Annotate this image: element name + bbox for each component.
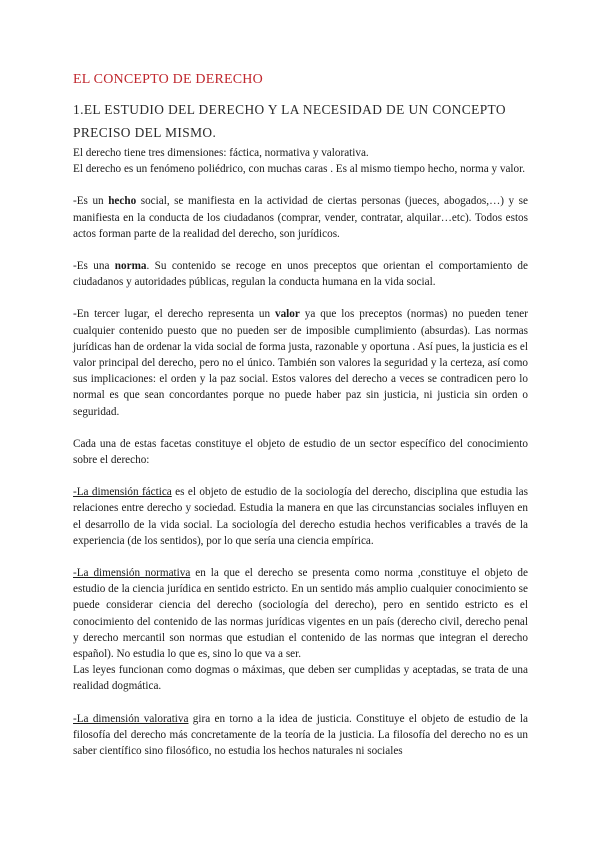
paragraph-norma (73, 258, 528, 290)
paragraph-dimension-factica (73, 484, 528, 549)
dimension-factica-text: es el objeto de estudio de la sociología del derecho, disciplina que estudia las relaciones entre derecho y sociedad. Estudia la manera en que las circunstancias sociales influyen en el desarrollo de la vida social. La sociología del derecho estudia hechos verificables a través de la experiencia (de los sentidos), por lo que sería una ciencia empírica. (73, 486, 528, 547)
paragraph-valor-text: ya que los preceptos (normas) no pueden tener cualquier contenido puesto que no pueden ser de imposible cumplimiento (absurdas). Las normas jurídicas han de ordenar la vida social de forma justa, razonable y oportuna . Así pues, la justicia es el valor principal del derecho, pero no el único. También son valores la seguridad y la certeza, así como sus implicaciones: el orden y la paz social. Estos valores del derecho a veces se contradicen pero lo normal es que sean concordantes porque no puede haber paz sin justicia, ni justicia sin orden o seguridad. (73, 308, 528, 418)
intro-paragraph: El derecho es un fenómeno poliédrico, con muchas caras . Es al mismo tiempo hecho, norma y valor. (73, 163, 526, 176)
paragraph-facetas: Cada una de estas facetas constituye el objeto de estudio de un sector específico del conocimiento sobre el derecho: (73, 437, 528, 467)
paragraph-dimension-valorativa (73, 711, 528, 760)
document-body (73, 70, 528, 759)
section-heading: 1.EL ESTUDIO DEL DERECHO Y LA NECESIDAD DE UN CONCEPTO PRECISO DEL MISMO. (73, 102, 506, 140)
paragraph-hecho-text: social, se manifiesta en la actividad de ciertas personas (jueces, abogados,…) y se manifiesta en la conducta de los ciudadanos (comprar, vender, contratar, alquilar…etc). Todos estos actos forman parte de la realidad del derecho, son jurídicos. (73, 195, 528, 240)
dimension-valorativa-text: gira en torno a la idea de justicia. Constituye el objeto de estudio de la filosofía del derecho más concretamente de la teoría de la justicia. La filosofía del derecho no es un saber científico sino filosófico, no estudia los hechos naturales ni sociales (73, 712, 528, 758)
paragraph-hecho-pre: -Es un (73, 195, 109, 208)
keyword-hecho: hecho (108, 195, 137, 208)
dimension-normativa-heading: -La dimensión normativa (73, 567, 191, 580)
paragraph-valor-pre: -En tercer lugar, el derecho representa un (73, 308, 275, 321)
paragraph-norma-text: . Su contenido se recoge en unos preceptos que orientan el comportamiento de ciudadanos y autoridades públicas, regulan la conducta humana en la vida social. (73, 260, 528, 289)
paragraph-leyes: Las leyes funcionan como dogmas o máximas, que deben ser cumplidas y aceptadas, se trata de una realidad dogmática. (73, 664, 528, 693)
intro-line: El derecho tiene tres dimensiones: fáctica, normativa y valorativa. (73, 147, 369, 159)
paragraph-dimension-normativa (73, 565, 528, 662)
dimension-factica-heading: -La dimensión fáctica (73, 486, 172, 499)
keyword-norma: norma (114, 260, 147, 273)
paragraph-valor (73, 306, 528, 419)
keyword-valor: valor (274, 308, 300, 321)
dimension-normativa-text: en la que el derecho se presenta como norma ,constituye el objeto de estudio de la ciencia jurídica en sentido estricto. En un sentido más amplio cualquier conocimiento se puede considerar ciencia del derecho (sociología del derecho), pero en sentido estricto es el conocimiento del contenido de las normas jurídicas vigentes en un país (derecho civil, derecho penal y derecho mercantil son normas que estudian el contenido de las normas que integran el derecho español). No estudia lo que es, sino lo que va a ser. (73, 567, 528, 661)
dimension-valorativa-heading: -La dimensión valorativa (73, 712, 189, 725)
paragraph-hecho (73, 193, 528, 242)
document-title: EL CONCEPTO DE DERECHO (73, 72, 263, 87)
paragraph-norma-pre: -Es una (73, 260, 115, 273)
